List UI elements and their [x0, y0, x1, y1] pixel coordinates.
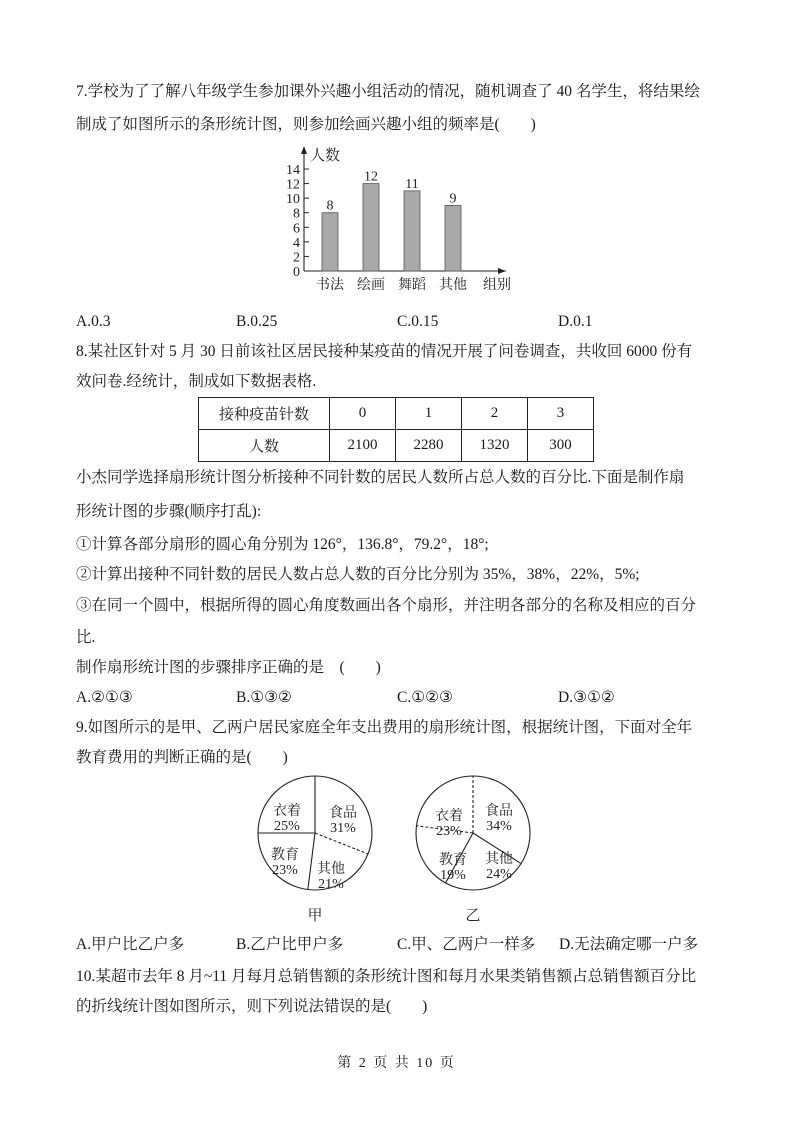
- pie-slice-label: 衣着: [435, 809, 463, 824]
- q9-option-c[interactable]: C.甲、乙两户一样多: [397, 936, 536, 953]
- q9-option-b[interactable]: B.乙户比甲户多: [236, 936, 344, 953]
- q10-text-line-2: 的折线统计图如图所示，则下列说法错误的是( ): [76, 998, 428, 1015]
- pie-slice-percent: 19%: [440, 868, 466, 883]
- bar-value-label: 11: [405, 176, 419, 192]
- q7-option-b[interactable]: B.0.25: [236, 313, 278, 330]
- pie-slice-percent: 23%: [436, 824, 462, 839]
- q7-option-d[interactable]: D.0.1: [558, 313, 593, 330]
- x-tick-label: 其他: [439, 278, 467, 293]
- q9-text-line-2: 教育费用的判断正确的是( ): [76, 749, 288, 766]
- q9-option-d[interactable]: D.无法确定哪一户多: [559, 936, 699, 953]
- pie-slice-percent: 21%: [318, 877, 344, 892]
- q7-bar-chart: [280, 140, 520, 300]
- pie-title: 乙: [465, 908, 481, 924]
- y-tick-label: 0: [293, 265, 300, 280]
- bar-value-label: 8: [326, 198, 334, 214]
- q7-option-c[interactable]: C.0.15: [397, 313, 439, 330]
- y-tick-label: 12: [286, 177, 300, 193]
- table-cell: 3: [528, 398, 594, 430]
- q8-options: [76, 688, 716, 708]
- y-tick-label: 10: [286, 192, 300, 208]
- q7-text-line-1: 7.学校为了了解八年级学生参加课外兴趣小组活动的情况，随机调查了 40 名学生，将结果绘: [76, 83, 700, 100]
- table-cell: 1: [396, 398, 462, 430]
- pie-slice-label: 其他: [485, 852, 513, 867]
- q8-text-line-3: 小杰同学选择扇形统计图分析接种不同针数的居民人数所占总人数的百分比.下面是制作扇: [76, 469, 685, 486]
- q8-text-line-2: 效问卷.经统计，制成如下数据表格.: [76, 373, 317, 390]
- y-tick-label: 4: [293, 235, 300, 251]
- table-cell: 2: [462, 398, 528, 430]
- q9-option-a[interactable]: A.甲户比乙户多: [76, 936, 185, 953]
- pie-slice-percent: 25%: [274, 819, 300, 834]
- y-axis-arrow: [301, 146, 307, 154]
- table-cell: 2280: [396, 430, 462, 462]
- q7-option-a[interactable]: A.0.3: [76, 313, 111, 330]
- q9-pie-chart-yi: [413, 775, 543, 925]
- y-tick-label: 14: [286, 163, 300, 178]
- q8-step-2: ②计算出接种不同针数的居民人数占总人数的百分比分别为 35%，38%，22%，5%;: [76, 566, 640, 583]
- y-tick-label: 8: [293, 206, 300, 222]
- table-cell: 300: [528, 430, 594, 462]
- q8-question: 制作扇形统计图的步骤排序正确的是 ( ): [76, 659, 381, 676]
- q8-step-3: ③在同一个圆中，根据所得的圆心角度数画出各个扇形，并注明各部分的名称及相应的百分: [76, 597, 697, 614]
- q8-step-3-cont: 比.: [76, 629, 96, 646]
- table-header-doses: 接种疫苗针数: [199, 398, 330, 430]
- q8-step-1: ①计算各部分扇形的圆心角分别为 126°，136.8°，79.2°，18°;: [76, 536, 489, 553]
- q7-options: [76, 312, 716, 332]
- bar: [404, 191, 420, 271]
- pie-slice-label: 教育: [439, 853, 467, 868]
- table-cell: 1320: [462, 430, 528, 462]
- q9-text-line-1: 9.如图所示的是甲、乙两户居民家庭全年支出费用的扇形统计图，根据统计图，下面对全年: [76, 719, 693, 736]
- bar: [363, 184, 379, 271]
- y-tick-label: 6: [293, 221, 300, 237]
- y-tick-label: 2: [293, 250, 300, 266]
- x-tick-label: 舞蹈: [398, 278, 426, 293]
- x-axis-arrow: [498, 268, 506, 274]
- q8-option-c[interactable]: C.①②③: [397, 689, 453, 706]
- q8-text-line-1: 8.某社区针对 5 月 30 日前该社区居民接种某疫苗的情况开展了问卷调查，共收回 6000 份有: [76, 343, 693, 360]
- table-cell: 0: [330, 398, 396, 430]
- table-cell: 2100: [330, 430, 396, 462]
- pie-slice-percent: 31%: [330, 821, 356, 836]
- bar-value-label: 12: [364, 169, 378, 185]
- q8-option-d[interactable]: D.③①②: [558, 689, 615, 706]
- bar: [445, 205, 461, 271]
- q9-options: [76, 935, 716, 955]
- y-axis-label: 人数: [310, 148, 341, 164]
- table-row: [199, 430, 594, 462]
- pie-slice-label: 食品: [485, 804, 513, 819]
- q8-option-a[interactable]: A.②①③: [76, 689, 133, 706]
- pie-slice-percent: 34%: [486, 819, 512, 834]
- q8-data-table: [198, 397, 594, 462]
- pie-slice-label: 食品: [329, 806, 357, 821]
- pie-slice-label: 衣着: [273, 804, 301, 819]
- pie-slice-percent: 23%: [272, 863, 298, 878]
- page-footer: 第 2 页 共 10 页: [337, 1056, 456, 1071]
- bar-value-label: 9: [449, 191, 457, 207]
- q8-option-b[interactable]: B.①③②: [236, 689, 292, 706]
- q8-text-line-4: 形统计图的步骤(顺序打乱):: [76, 503, 262, 520]
- x-tick-label: 绘画: [357, 278, 385, 293]
- pie-slice-percent: 24%: [486, 867, 512, 882]
- q7-text-line-2: 制成了如图所示的条形统计图，则参加绘画兴趣小组的频率是( ): [76, 116, 536, 133]
- q10-text-line-1: 10.某超市去年 8 月~11 月每月总销售额的条形统计图和每月水果类销售额占总销售额百分比: [76, 968, 697, 985]
- x-tick-label: 书法: [316, 278, 344, 293]
- table-row: [199, 398, 594, 430]
- x-axis-label: 组别: [483, 278, 511, 293]
- pie-title: 甲: [307, 908, 323, 924]
- bar: [322, 213, 338, 271]
- q9-pie-chart-jia: [255, 775, 385, 925]
- pie-slice-label: 教育: [271, 848, 299, 863]
- pie-slice-label: 其他: [317, 862, 345, 877]
- table-header-people: 人数: [199, 430, 330, 462]
